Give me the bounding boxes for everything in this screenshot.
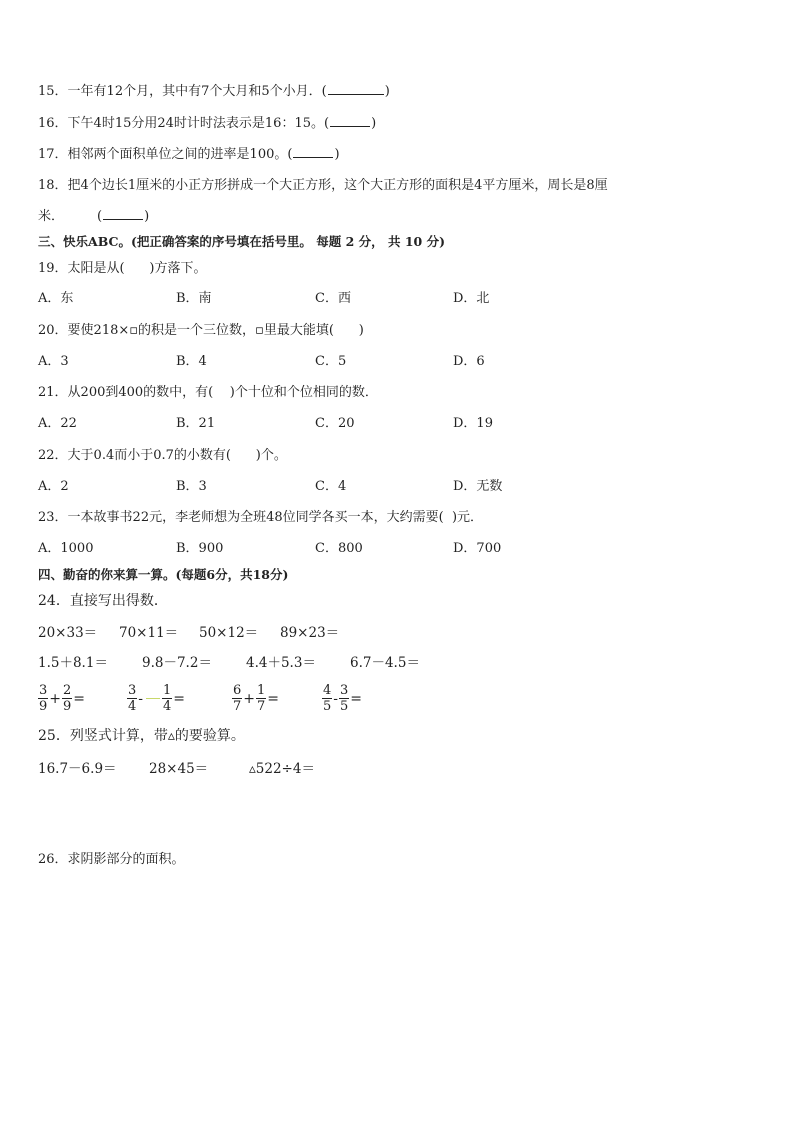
option-a[interactable]: A．22 — [38, 416, 77, 431]
option-d[interactable]: D．700 — [453, 541, 502, 556]
option-d[interactable]: D．19 — [453, 416, 493, 431]
highlight-mark — [146, 698, 160, 699]
question-23: 23．一本故事书22元，李老师想为全班48位同学各买一本，大约需要( )元． — [38, 510, 484, 525]
calc-item: 6.7－4.5＝ — [350, 655, 420, 671]
fraction: $\frac{1}{7}$ — [257, 683, 266, 714]
fraction: $\frac{3}{4}$ — [128, 683, 137, 714]
calc-item: 89×23＝ — [280, 625, 340, 641]
calc-item: 1.5＋8.1＝ — [38, 655, 108, 671]
option-a[interactable]: A．3 — [38, 354, 69, 369]
option-d[interactable]: D．无数 — [453, 479, 503, 494]
option-c[interactable]: C．4 — [315, 479, 347, 494]
option-d[interactable]: D．北 — [453, 291, 490, 306]
option-c[interactable]: C．20 — [315, 416, 355, 431]
option-a[interactable]: A．2 — [38, 479, 69, 494]
calc-item: 20×33＝ — [38, 625, 98, 641]
fraction: $\frac{3}{5}$ — [340, 683, 349, 714]
question-26: 26．求阴影部分的面积。 — [38, 852, 185, 867]
question-15: 15．一年有12个月，其中有7个大月和5个小月．( ) — [38, 84, 390, 99]
option-c[interactable]: C．800 — [315, 541, 363, 556]
question-16: 16．下午4时15分用24时计时法表示是16：15。( ) — [38, 116, 377, 131]
section-3-heading: 三、快乐ABC。(把正确答案的序号填在括号里。 每题 2 分， 共 10 分) — [38, 234, 445, 249]
fraction: $\frac{4}{5}$ — [323, 683, 332, 714]
question-18-line-2: 米． ( ) — [38, 209, 150, 224]
answer-blank[interactable] — [330, 114, 370, 127]
calc-item: 9.8－7.2＝ — [142, 655, 212, 671]
fraction-expression: $\frac{6}{7}$ + $\frac{1}{7}$ = — [233, 683, 280, 714]
calc-item: ▵522÷4＝ — [249, 761, 315, 777]
option-b[interactable]: B．3 — [176, 479, 207, 494]
question-18-line-1: 18．把4个边长1厘米的小正方形拼成一个大正方形，这个大正方形的面积是4平方厘米，周长是8厘 — [38, 178, 608, 193]
answer-blank[interactable] — [293, 145, 333, 158]
calc-item: 70×11＝ — [119, 625, 179, 641]
answer-blank[interactable] — [328, 82, 384, 95]
option-b[interactable]: B．21 — [176, 416, 216, 431]
question-24: 24．直接写出得数． — [38, 593, 168, 609]
calc-item: 28×45＝ — [149, 761, 209, 777]
option-c[interactable]: C．5 — [315, 354, 347, 369]
question-21: 21．从200到400的数中，有( )个十位和个位相同的数． — [38, 385, 378, 400]
option-d[interactable]: D．6 — [453, 354, 485, 369]
calc-item: 50×12＝ — [199, 625, 259, 641]
fraction-expression: $\frac{3}{4}$ - $\frac{1}{4}$ = — [128, 683, 186, 714]
question-19: 19．太阳是从( )方落下。 — [38, 261, 207, 276]
question-25: 25．列竖式计算，带▵的要验算。 — [38, 728, 245, 744]
option-b[interactable]: B．南 — [176, 291, 212, 306]
fraction-expression: $\frac{4}{5}$ - $\frac{3}{5}$ = — [323, 683, 363, 714]
option-b[interactable]: B．4 — [176, 354, 207, 369]
question-20: 20．要使218×▫的积是一个三位数，▫里最大能填( ) — [38, 323, 364, 338]
option-c[interactable]: C．西 — [315, 291, 351, 306]
option-b[interactable]: B．900 — [176, 541, 224, 556]
question-22: 22．大于0.4而小于0.7的小数有( )个。 — [38, 448, 287, 463]
calc-item: 4.4＋5.3＝ — [246, 655, 316, 671]
question-17: 17．相邻两个面积单位之间的进率是100。( ) — [38, 147, 340, 162]
fraction: $\frac{1}{4}$ — [163, 683, 172, 714]
calc-item: 16.7－6.9＝ — [38, 761, 117, 777]
section-4-heading: 四、勤奋的你来算一算。(每题6分，共18分) — [38, 567, 289, 582]
answer-blank[interactable] — [103, 207, 143, 220]
option-a[interactable]: A．1000 — [38, 541, 94, 556]
fraction: $\frac{2}{9}$ — [63, 683, 72, 714]
fraction-expression: $\frac{3}{9}$ + $\frac{2}{9}$ = — [39, 683, 86, 714]
fraction: $\frac{3}{9}$ — [39, 683, 48, 714]
option-a[interactable]: A．东 — [38, 291, 74, 306]
fraction: $\frac{6}{7}$ — [233, 683, 242, 714]
